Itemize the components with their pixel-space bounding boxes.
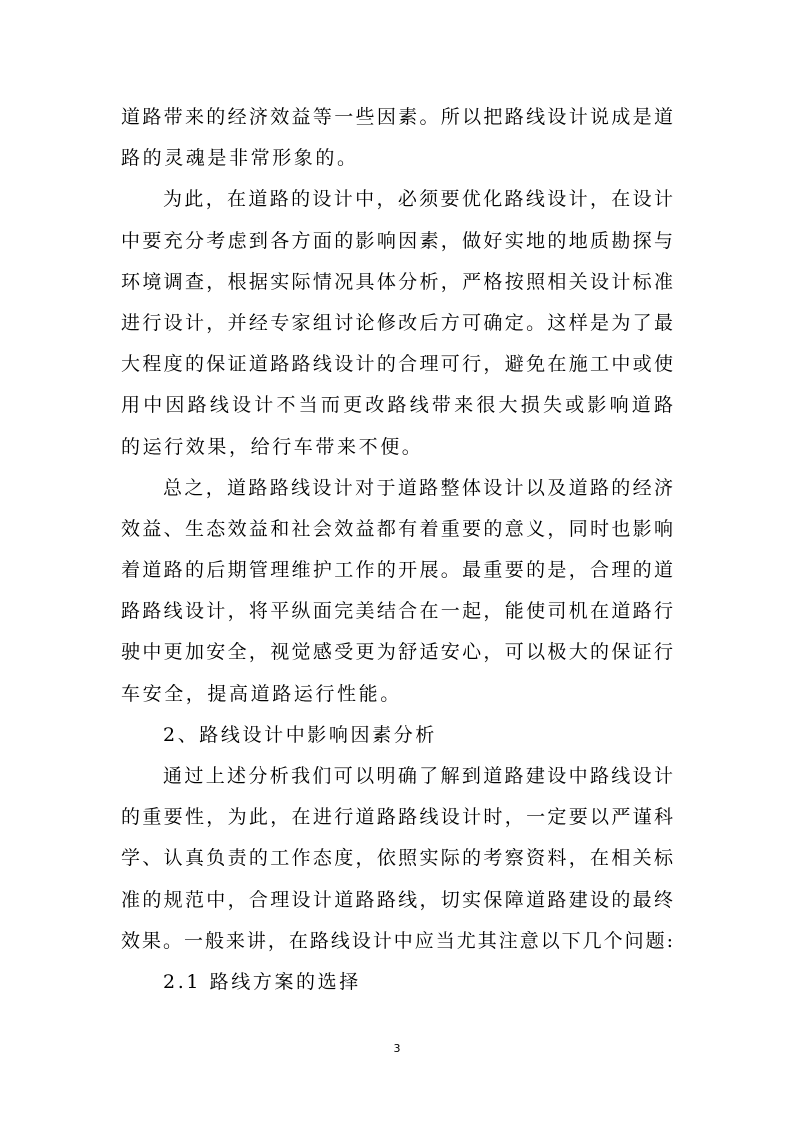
body-text	[121, 97, 673, 1003]
paragraph-first-line: 为此，在道路的设计中，必须要优化路线设计，在设计	[163, 188, 673, 211]
paragraph-first-line: 总之，道路路线设计对于道路整体设计以及道路的经济	[163, 476, 673, 499]
text-line: 用中因路线设计不当而更改路线带来很大损失或影响道路	[121, 394, 673, 417]
subsection-heading: 2.1 路线方案的选择	[163, 970, 361, 993]
text-line: 着道路的后期管理维护工作的开展。最重要的是，合理的道	[121, 559, 673, 582]
text-line: 学、认真负责的工作态度，依照实际的考察资料，在相关标	[121, 847, 673, 870]
text-line: 大程度的保证道路路线设计的合理可行，避免在施工中或使	[121, 353, 673, 376]
text-line: 车安全，提高道路运行性能。	[121, 682, 402, 705]
page-number: 3	[393, 1042, 401, 1055]
text-line: 准的规范中，合理设计道路路线，切实保障道路建设的最终	[121, 888, 673, 911]
section-heading: 2、路线设计中影响因素分析	[163, 723, 437, 746]
text-line: 效益、生态效益和社会效益都有着重要的意义，同时也影响	[121, 517, 673, 540]
text-line: 驶中更加安全，视觉感受更为舒适安心，可以极大的保证行	[121, 641, 673, 664]
text-line: 效果。一般来讲，在路线设计中应当尤其注意以下几个问题:	[121, 929, 673, 952]
text-line: 进行设计，并经专家组讨论修改后方可确定。这样是为了最	[121, 311, 673, 334]
text-line: 路路线设计，将平纵面完美结合在一起，能使司机在道路行	[121, 600, 673, 623]
text-line: 环境调查，根据实际情况具体分析，严格按照相关设计标准	[121, 270, 673, 293]
text-line: 的重要性，为此，在进行道路路线设计时，一定要以严谨科	[121, 806, 673, 829]
text-line: 路的灵魂是非常形象的。	[121, 147, 359, 170]
paragraph-first-line: 通过上述分析我们可以明确了解到道路建设中路线设计	[163, 765, 673, 787]
text-line: 中要充分考虑到各方面的影响因素，做好实地的地质勘探与	[121, 229, 673, 252]
text-line: 的运行效果，给行车带来不便。	[121, 435, 424, 458]
text-line: 道路带来的经济效益等一些因素。所以把路线设计说成是道	[121, 106, 673, 128]
